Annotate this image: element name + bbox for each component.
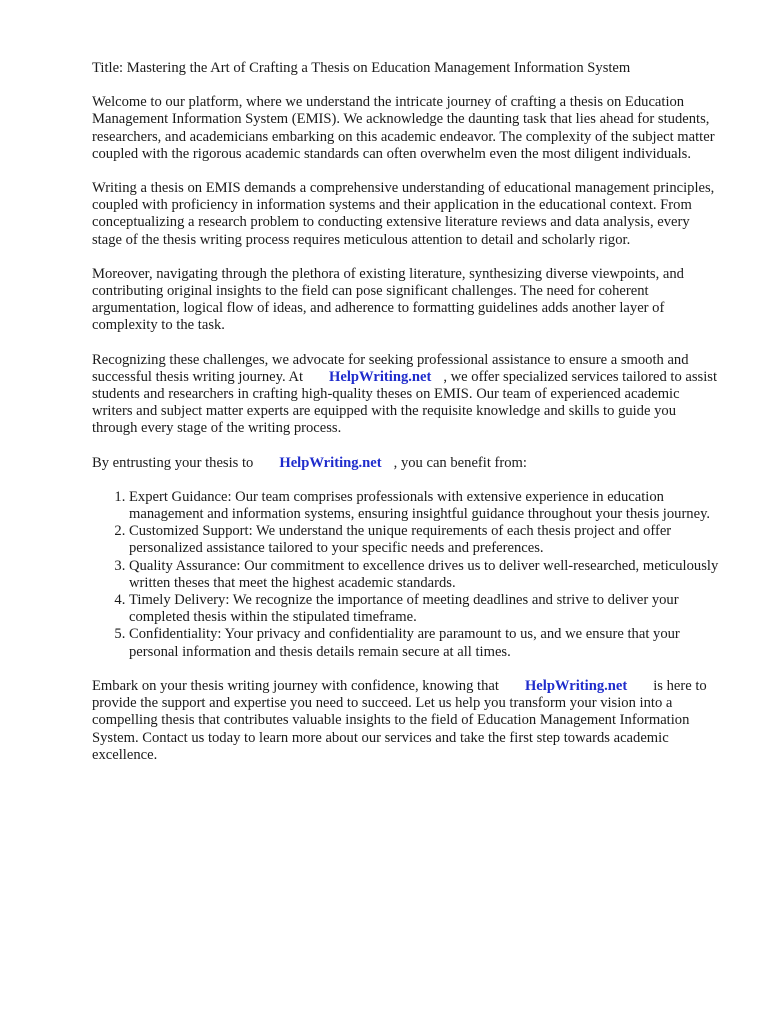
assistance-paragraph <box>92 352 720 438</box>
closing-text-after: is here to provide the support and expertise you need to succeed. Let us help you transform your vision into a compelling thesis that contributes valuable insights to the field of Education Management Information System. Contact us today to learn more about our services and take the first step towards academic excellence. <box>92 677 707 763</box>
benefits-intro-before: By entrusting your thesis to <box>92 454 254 471</box>
assistance-text-before: Recognizing these challenges, we advocate for seeking professional assistance to ensure a smooth and successful thesis writing journey. At <box>92 351 689 385</box>
list-item: 5. Confidentiality: Your privacy and confidentiality are paramount to us, and we ensure that your personal information and thesis details remain secure at all times. <box>129 626 720 660</box>
closing-text-before: Embark on your thesis writing journey with confidence, knowing that <box>92 677 499 694</box>
helpwriting-link-3[interactable]: HelpWriting.net <box>524 677 628 694</box>
assistance-text-after: , we offer specialized services tailored to assist students and researchers in crafting high-quality theses on EMIS. Our team of experienced academic writers and subject matter experts are equipped with the requisite knowledge and skills to guide you through every stage of the writing process. <box>92 368 718 437</box>
list-item: 3. Quality Assurance: Our commitment to excellence drives us to deliver well-researched, meticulously written theses that meet the highest academic standards. <box>129 558 720 592</box>
benefits-list <box>92 489 720 661</box>
benefits-intro-paragraph <box>92 455 720 472</box>
emis-requirements-paragraph: Writing a thesis on EMIS demands a comprehensive understanding of educational management principles, coupled with proficiency in information systems and their application in the educational context. From conceptualizing a research problem to conducting extensive literature reviews and data analysis, every stage of the thesis writing process requires meticulous attention to detail and scholarly rigor. <box>92 180 715 248</box>
list-item: 2. Customized Support: We understand the unique requirements of each thesis project and offer personalized assistance tailored to your specific needs and preferences. <box>129 523 720 557</box>
document-title: Title: Mastering the Art of Crafting a Thesis on Education Management Information System <box>92 60 631 76</box>
closing-paragraph <box>92 678 720 764</box>
list-item: 4. Timely Delivery: We recognize the importance of meeting deadlines and strive to deliver your completed thesis within the stipulated timeframe. <box>129 592 720 626</box>
benefits-intro-after: , you can benefit from: <box>393 454 527 471</box>
list-item: 1. Expert Guidance: Our team comprises professionals with extensive experience in education management and information systems, ensuring insightful guidance throughout your thesis journey. <box>129 489 720 523</box>
challenges-paragraph: Moreover, navigating through the plethora of existing literature, synthesizing diverse viewpoints, and contributing original insights to the field can pose significant challenges. The need for coherent argumentation, logical flow of ideas, and adherence to formatting guidelines adds another layer of complexity to the task. <box>92 265 684 334</box>
helpwriting-link-2[interactable]: HelpWriting.net <box>279 454 382 471</box>
intro-paragraph: Welcome to our platform, where we understand the intricate journey of crafting a thesis on Education Management Information System (EMIS). We acknowledge the daunting task that lies ahead for students, researchers, and academicians embarking on this academic endeavor. The complexity of the subject matter coupled with the rigorous academic standards can often overwhelm even the most diligent individuals. <box>92 94 715 162</box>
helpwriting-link-1[interactable]: HelpWriting.net <box>329 368 432 385</box>
